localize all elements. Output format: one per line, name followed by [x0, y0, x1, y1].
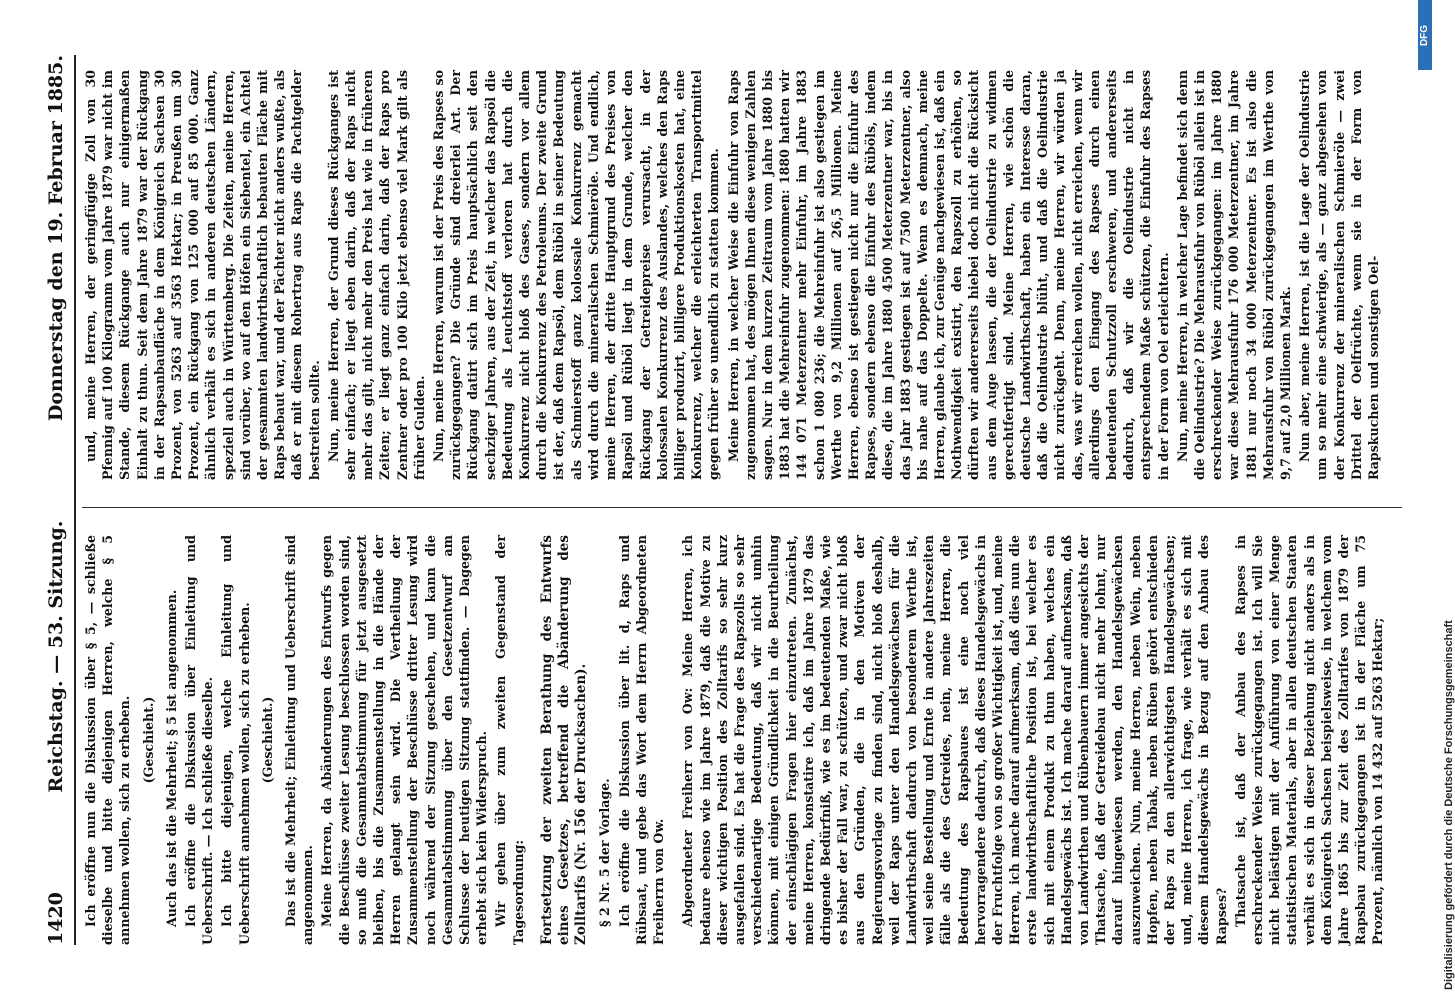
paragraph: Nun, meine Herren, warum ist der Preis des Rapses so zurückgegangen? Die Gründe sind dreierlei Art. Der Rückgang datirt sich im Preis hauptsächlich seit den sechziger Jahren, aus der Zeit, in welcher das Rapsöl die Bedeutung als Leuchtstoff verloren hat durch die Konkurrenz nicht bloß des Gases, sondern vor allem durch die Konkurrenz des Petroleums. Der zweite Grund ist der, daß dem Rapsöl, dem Rüböl in seiner Bedeutung als Schmierstoff ganz kolossale Konkurrenz gemacht wird durch die mineralischen Schmieröle. Und endlich, meine Herren, der dritte Hauptgrund des Preises von Rapsöl und Rüböl liegt in dem Grunde, welcher den Rückgang der Getreidepreise verursacht, in der kolossalen Konkurrenz des Auslandes, welches den Raps billiger produzirt, billigere Produktionskosten hat, eine Konkurrenz, welcher die erleichterten Transportmittel gegen früher so unendlich zu statten kommen. [431, 70, 722, 480]
paragraph-spacer [669, 535, 679, 945]
agenda-headline: Fortsetzung der zweiten Berathung des Entwurfs eines Gesetzes, betreffend die Abänderung des Zolltarifs (Nr. 156 der Drucksachen). [538, 535, 590, 945]
paragraph: Thatsache ist, daß der Anbau des Rapses in erschreckender Weise zurückgegangen ist. Ich will Sie nicht belästigen mit der Anführung von einer Menge statistischen Materials, aber in allen deutschen Staaten verhält es sich in dieser Beziehung nicht anders als in dem Königreich Sachsen beispielsweise, in welchem vom Jahre 1865 bis zur Zeit des Zolltarifes von 1879 der Rapsbau zurückgegangen ist in der Fläche um 75 Prozent, nämlich von 14 432 auf 5263 Hektar; [1232, 535, 1386, 945]
paragraph: und, meine Herren, der geringfügige Zoll von 30 Pfennig auf 100 Kilogramm vom Jahre 1879 war nicht im Stande, diesem Rückgange auch nur einigermaßen Einhalt zu thun. Seit dem Jahre 1879 war der Rückgang in der Rapsanbaufläche in dem Königreich Sachsen 30 Prozent, von 5263 auf 3563 Hektar; in Preußen um 30 Prozent, ein Rückgang von 125 000 auf 85 000. Ganz ähnlich verhält es sich in anderen deutschen Ländern, speziell auch in Württemberg. Die Zeiten, meine Herren, sind vorüber, wo auf den Höfen ein Siebentel, ein Achtel der gesammten landwirthschaftlich bebauten Fläche mit Raps bebaut war, und der Pächter nicht anders wußte, als daß er mit diesem Rohertrag aus Raps die Pachtgelder bestreiten sollte. [83, 70, 322, 480]
header-date: Donnerstag den 19. Februar 1885. [45, 55, 67, 422]
stage-direction: (Geschieht.) [140, 696, 156, 784]
paragraph: Nun aber, meine Herren, ist die Lage der Oelindustrie um so mehr eine schwierige, als — ganz abgesehen von der Konkurrenz der mineralischen Schmieröle — zwei Drittel der Oelfrüchte, wenn sie in der Form von Rapskuchen und sonstigen Oel- [1297, 70, 1382, 480]
paragraph: Das ist die Mehrheit; Einleitung und Ueberschrift sind angenommen. [283, 535, 316, 945]
paragraph: § 2 Nr. 5 der Vorlage. [597, 778, 613, 927]
dfg-logo-badge: DFG [1418, 0, 1432, 70]
paragraph: Meine Herren, in welcher Weise die Einfuhr von Raps zugenommen hat, des mögen Ihnen diese wenigen Zahlen sagen. Nur in dem kurzen Zeitraum vom Jahre 1880 bis 1883 hat die Mehreinfuhr zugenommen: 1880 hatten wir 144 071 Meterzentner mehr Einfuhr, im Jahre 1883 schon 1 080 236; die Mehreinfuhr ist also gestiegen im Werthe von 9,2 Millionen auf 26,5 Millionen. Meine Herren, ebenso ist gestiegen nicht nur die Einfuhr des Rapses, sondern ebenso die Einfuhr des Rüböls, indem diese, die im Jahre 1880 4500 Meterzentner war, bis in das Jahr 1883 gestiegen ist auf 7500 Meterzentner, also bis nahe auf das Doppelte. Wenn es demnach, meine Herren, glaube ich, zur Genüge nachgewiesen ist, daß ein Nothwendigkeit existirt, den Rapszoll zu erhöhen, so dürften wir andererseits hiebei doch nicht die Rücksicht aus dem Auge lassen, die der Oelindustrie zu widmen gerechtfertigt sind. Meine Herren, wie schön die deutsche Landwirthschaft, haben ein Interesse daran, daß die Oelindustrie blüht, und daß die Oelindustrie nicht zurückgeht. Denn, meine Herren, wir würden ja das, was wir erreichen wollen, nicht erreichen, wenn wir allerdings den Eingang des Rapses durch einen bedeutenden Schutzzoll erschweren, und andererseits dadurch, daß wir die Oelindustrie nicht in entsprechendem Maße schützen, die Einfuhr des Rapses in der Form von Oel erleichtern. [725, 70, 1171, 480]
paragraph: Abgeordneter Freiherr von Ow: Meine Herren, ich bedaure ebenso wie im Jahre 1879, daß die Motive zu dieser wichtigen Position des Zolltarifs so sehr kurz ausgefallen sind. Es hat die Frage des Rapszolls so sehr verschiedenartige Bedeutung, daß wir nicht umhin können, mit einigen Gründlichkeit in die Beurtheilung der einschlägigen Fragen hier einzutreten. Zunächst, meine Herren, konstatire ich, daß im Jahre 1879 das dringende Bedürfniß, wie es im bedeutenden Maße, wie es bisher der Fall war, zu schützen, und zwar nicht bloß aus den Gründen, die in den Motiven der Regierungsvorlage zu finden sind, nicht bloß deshalb, weil der Raps unter den Handelsgewächsen für die Landwirthschaft dadurch von besonderem Werthe ist, weil seine Bestellung und Ernte in andere Jahreszeiten fälle als die des Getreides, nein, meine Herren, die Bedeutung des Rapsbaues ist eine noch viel hervorragendere dadurch, daß dieses Handelsgewächs in der Fruchtfolge von so großer Wichtigkeit ist, und, meine Herren, ich mache darauf aufmerksam, daß dies nun die erste landwirthschaftliche Position ist, bei welcher es sich mit einem Produkt zu thun haben, welches ein Handelsgewächs ist. Ich mache darauf aufmerksam, daß von Landwirthen und Rübenbauern immer angesichts der Thatsache, daß der Getreidebau nicht mehr lohnt, nur darauf hingewiesen werden, den Handelsgewächsen auszuweichen. Nun, meine Herren, neben Wein, neben Hopfen, neben Tabak, neben Rüben gehört entschieden der Raps zu den allerwichtigsten Handelsgewächsen; und, meine Herren, ich frage, wie verhält es sich mit diesem Handelsgewächs in Bezug auf den Anbau des Rapses? [680, 535, 1229, 945]
column-divider [82, 507, 1402, 508]
page-number: 1420 [45, 892, 67, 945]
paragraph: Nun, meine Herren, in welcher Lage befindet sich denn die Oelindustrie? Die Mehrausfuhr von Rüböl allein ist in erschreckender Weise zurückgegangen: im Jahre 1880 war diese Mehrausfuhr 176 000 Meterzentner, im Jahre 1881 nur noch 34 000 Meterzentner. Es ist also die Mehrausfuhr von Rüböl zurückgegangen im Werthe von 9,7 auf 2,0 Millionen Mark. [1174, 70, 1294, 480]
paragraph: Ich eröffne die Diskussion über lit. d, Raps und Rübsaat, und gebe das Wort dem Herrn Abgeordneten Freiherrn von Ow. [616, 535, 667, 945]
rotated-print-page [20, 0, 1430, 1000]
paragraph: Auch das ist die Mehrheit; § 5 ist angenommen. [163, 589, 179, 927]
paragraph: Ich eröffne nun die Diskussion über § 5, — schließe dieselbe und bitte diejenigen Herren, welche § 5 annehmen wollen, sich zu erheben. [83, 535, 133, 945]
side-attribution: Digitalisierung gefördert durch die Deutsche Forschungsgemeinschaft [1443, 620, 1455, 990]
paragraph: Wir gehen über zum zweiten Gegenstand der Tagesordnung: [493, 535, 526, 945]
paragraph: Ich bitte diejenigen, welche Einleitung und Ueberschrift annehmen wollen, sich zu erheben. [219, 535, 252, 945]
running-header [38, 55, 76, 945]
paragraph: Nun, meine Herren, der Grund dieses Rückganges ist sehr einfach; er liegt eben darin, daß der Raps nicht mehr das gilt, nicht mehr den Preis hat wie in früheren Zeiten; er liegt ganz einfach darin, daß der Raps pro Zentner oder pro 100 Kilo jetzt ebenso viel Mark gilt als früher Gulden. [325, 70, 427, 480]
stage-direction: (Geschieht.) [259, 696, 275, 784]
paragraph: Meine Herren, da Abänderungen des Entwurfs gegen die Beschlüsse zweiter Lesung beschlossen worden sind, so muß die Gesammtabstimmung für jetzt ausgesetzt bleiben, bis die Zusammenstellung in die Hände der Herren gelangt sein wird. Die Vertheilung der Zusammenstellung der Beschlüsse dritter Lesung wird noch während der Sitzung geschehen, und kann die Gesammtabstimmung über den Gesetzentwurf am Schlusse der heutigen Sitzung stattfinden. — Dagegen erhebt sich kein Widerspruch. [319, 535, 490, 945]
header-title: Reichstag. — 53. Sitzung. [45, 520, 67, 793]
text-column-left [82, 535, 1407, 945]
document-page [20, 0, 1455, 1000]
text-column-right [82, 70, 1407, 480]
paragraph: Ich eröffne die Diskussion über Einleitung und Ueberschrift. — Ich schließe dieselbe. [183, 535, 216, 945]
